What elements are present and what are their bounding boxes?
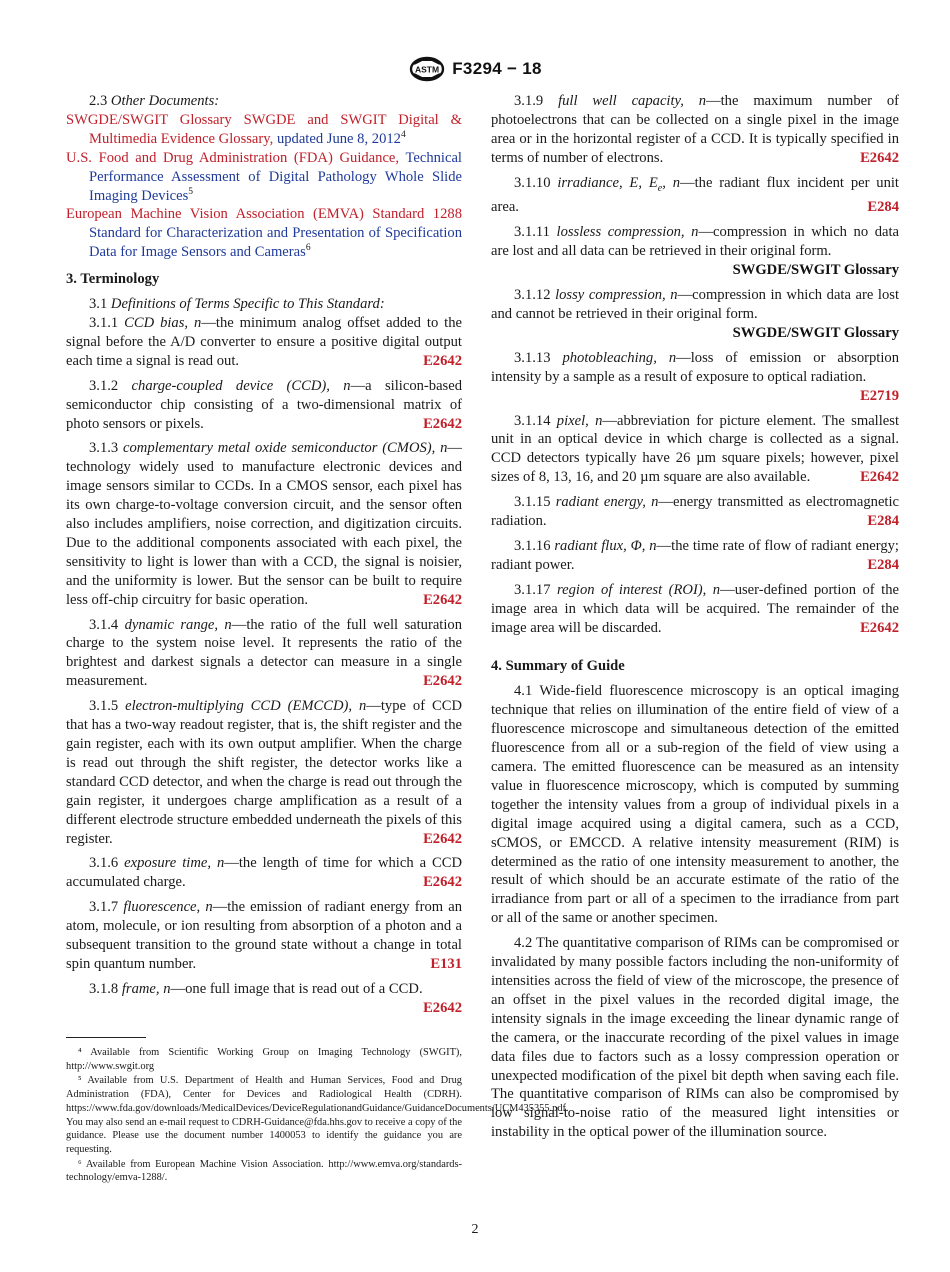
summary-paragraph-4-1: 4.1 Wide-field fluorescence microscopy is an optical imaging technique that relies on illumination of the entire field of view of a fluorescence microscope and simultaneous detection of the emitted fluorescence from all or a sub-region of the field of view using a camera. The emitted fluorescence can be measured as an intensity value in fluorescence microscopy, which is computed by summing together the intensity values from a group of individual pixels in a digital image acquired using a digital camera, such as a CCD, sCMOS, or EMCCD. A relative intensity measurement (RIM) is determined as the ratio of one intensity measurement to another, the result of which should be an accurate estimate of the ratio of the irradiance from part or all of a specimen to the irradiance from part or all of the same or another specimen. xyxy=(491,683,899,927)
footnote-5: ⁵ Available from U.S. Department of Health and Human Services, Food and Drug Administration (FDA), Center for Devices and Radiological Health (CDRH). https://www.fda.gov/downloads/MedicalDevices/DeviceRegulationandGuidance/GuidanceDocuments/UCM435355.pdf. You may also send an e-mail request to CDRH-Guidance@fda.hhs.gov to receive a copy of the guidance. Please use the document number 1400053 to identify the guidance you are requesting. xyxy=(66,1075,569,1155)
standard-designation: F3294 − 18 xyxy=(452,59,542,78)
ref-link[interactable]: E2642 xyxy=(423,352,462,369)
ref-link[interactable]: E2642 xyxy=(860,619,899,636)
definitions-subheading: 3.1 Definitions of Terms Specific to This Standard: xyxy=(89,296,385,313)
page-number: 2 xyxy=(471,1222,479,1237)
ref-link[interactable]: E2642 xyxy=(423,673,462,690)
footnote-6: ⁶ Available from European Machine Vision Association. http://www.emva.org/standards-technology/emva-1288/. xyxy=(66,1158,462,1184)
term-dynamic-range: 3.1.4 dynamic range, n—the ratio of the full well saturation charge to the system noise level. It represents the ratio of the brightest and darkest signals a detector can measure in a single measurement. E2642 xyxy=(66,616,463,690)
term-photobleaching: 3.1.13 photobleaching, n—loss of emission or absorption intensity by a sample as a result of exposure to optical radiation. E2719 xyxy=(491,349,900,404)
summary-heading: 4. Summary of Guide xyxy=(491,658,625,675)
term-exposure-time: 3.1.6 exposure time, n—the length of time for which a CCD accumulated charge. E2642 xyxy=(66,855,463,891)
footnote-divider xyxy=(66,1037,146,1038)
ref-link[interactable]: E2642 xyxy=(423,999,462,1016)
term-irradiance: 3.1.10 irradiance, E, $E_e$, n—the radiant flux incident per unit area. E284 xyxy=(491,174,899,216)
ref-link[interactable]: E2642 xyxy=(423,830,462,847)
ref-link[interactable]: E131 xyxy=(430,955,462,972)
term-lossless-compression: 3.1.11 lossless compression, n—compression in which no data are lost and all data can be retrieved in their original form. SWGDE/SWGIT Glossary xyxy=(491,224,900,279)
summary-paragraph-4-2: 4.2 The quantitative comparison of RIMs can be compromised or invalidated by many possible factors including the non-uniformity of intensities across the field of view of the microscope, the presence of an offset in the pixel values in the recorded digital image, the intensity signals in the image exceeding the linear dynamic range of the camera, or the inaccurate recording of the pixel values in image data files due to factors such as a lossy compression operation or unexpected modification of the pixel bit depth when saving each file. The quantitative comparison of RIMs can also be compromised by low signal-to-noise ratio of the measured light intensities or instability in the optical power of the illumination source. xyxy=(491,935,899,1141)
term-pixel: 3.1.14 pixel, n—abbreviation for picture element. The smallest unit in an optical device in which charge is collected as a signal. CCD detectors typically have 26 µm square pixels; however, pixel sizes of 8, 13, 16, and 20 µm square are also available. E2642 xyxy=(491,412,899,486)
ref-link[interactable]: E284 xyxy=(867,199,899,216)
left-column xyxy=(66,92,462,1024)
term-fluorescence: 3.1.7 fluorescence, n—the emission of radiant energy from an atom, molecule, or ion resulting from absorption of a photon and a subsequent transition to the ground state without a change in total spin quantum number. E131 xyxy=(66,899,462,972)
reference-fda: U.S. Food and Drug Administration (FDA) Guidance, Technical Performance Assessment of Digital Pathology Whole Slide Imaging Devices$^5$ xyxy=(66,149,462,204)
right-column xyxy=(491,92,899,1148)
ref-link[interactable]: E284 xyxy=(867,513,899,530)
ref-link[interactable]: E284 xyxy=(867,556,899,573)
ref-link[interactable]: E2642 xyxy=(423,591,462,608)
term-cmos: 3.1.3 complementary metal oxide semiconductor (CMOS), n—technology widely used to manufacture electronic devices and image sensors similar to CCDs. In a CMOS sensor, each pixel has its own charge-to-voltage conversion circuit, and the sensor often also includes amplifiers, noise correction, and digitization circuits. Due to the additional components associated with each pixel, the sensitivity to light is lower than with a CCD, the signal is noisier, and the uniformity is lower. But the sensor can be built to require less off-chip circuitry for basic operation. E2642 xyxy=(66,440,462,608)
ref-link[interactable]: E2719 xyxy=(860,387,899,404)
term-ccd-bias: 3.1.1 CCD bias, n—the minimum analog offset added to the signal before the A/D converter to ensure a positive digital output each time a signal is read out. E2642 xyxy=(66,314,463,369)
reference-emva: European Machine Vision Association (EMVA) Standard 1288 Standard for Characterization and Presentation of Specification Data for Image Sensors and Cameras$^6$ xyxy=(66,206,462,261)
ref-link[interactable]: E2642 xyxy=(860,149,899,166)
source-label: SWGDE/SWGIT Glossary xyxy=(732,324,899,341)
ref-link[interactable]: E2642 xyxy=(423,874,462,891)
source-label: SWGDE/SWGIT Glossary xyxy=(732,262,899,279)
emva-link[interactable]: Standard for Characterization and Presentation of Specification Data for Image Sensors and Cameras xyxy=(89,225,462,261)
term-lossy-compression: 3.1.12 lossy compression, n—compression in which data are lost and cannot be retrieved in their original form. SWGDE/SWGIT Glossary xyxy=(491,287,900,341)
svg-text:ASTM: ASTM xyxy=(415,64,440,75)
astm-logo-icon xyxy=(408,56,446,82)
ref-link[interactable]: E2642 xyxy=(860,469,899,486)
term-region-of-interest: 3.1.17 region of interest (ROI), n—user-defined portion of the image area in which data will be acquired. The remainder of the image area will be discarded. E2642 xyxy=(491,581,899,636)
term-radiant-energy: 3.1.15 radiant energy, n—energy transmitted as electromagnetic radiation. E284 xyxy=(491,494,900,530)
term-ccd: 3.1.2 charge-coupled device (CCD), n—a silicon-based semiconductor chip consisting of a two-dimensional matrix of photo sensors or pixels. E2642 xyxy=(66,377,462,432)
term-frame: 3.1.8 frame, n—one full image that is read out of a CCD. E2642 xyxy=(89,980,462,1016)
reference-swgde: SWGDE/SWGIT Glossary SWGDE and SWGIT Digital & Multimedia Evidence Glossary, updated June 8, 2012$^4$ xyxy=(66,111,462,147)
term-radiant-flux: 3.1.16 radiant flux, Φ, n—the time rate of flow of radiant energy; radiant power. E284 xyxy=(491,537,899,573)
other-documents-heading: 2.3 Other Documents: xyxy=(89,93,220,109)
terminology-heading: 3. Terminology xyxy=(66,271,160,288)
footnote-4: ⁴ Available from Scientific Working Group on Imaging Technology (SWGIT), http://www.swgit.org xyxy=(66,1047,462,1072)
swgde-link[interactable]: updated June 8, 2012 xyxy=(276,130,401,147)
ref-link[interactable]: E2642 xyxy=(423,415,462,432)
footnotes xyxy=(66,1046,569,1186)
fda-link[interactable]: Technical Performance Assessment of Digital Pathology Whole Slide Imaging Devices xyxy=(89,149,462,204)
term-full-well-capacity: 3.1.9 full well capacity, n—the maximum number of photoelectrons that can be collected on a single pixel in the image area or in the horizontal register of a CCD. It is typically specified in terms of number of electrons. E2642 xyxy=(491,93,899,166)
page-header xyxy=(0,56,950,82)
term-emccd: 3.1.5 electron-multiplying CCD (EMCCD), n—type of CCD that has a two-way readout register, that is, the shift register and the gain register, each with its own output amplifier. When the charge is read out through the shift register, the detector works like a standard CCD detector, and when the charge is read out through the gain register, it undergoes charge amplification as a result of a different electrode structure embedded underneath the pixels of this register. E2642 xyxy=(66,698,462,847)
